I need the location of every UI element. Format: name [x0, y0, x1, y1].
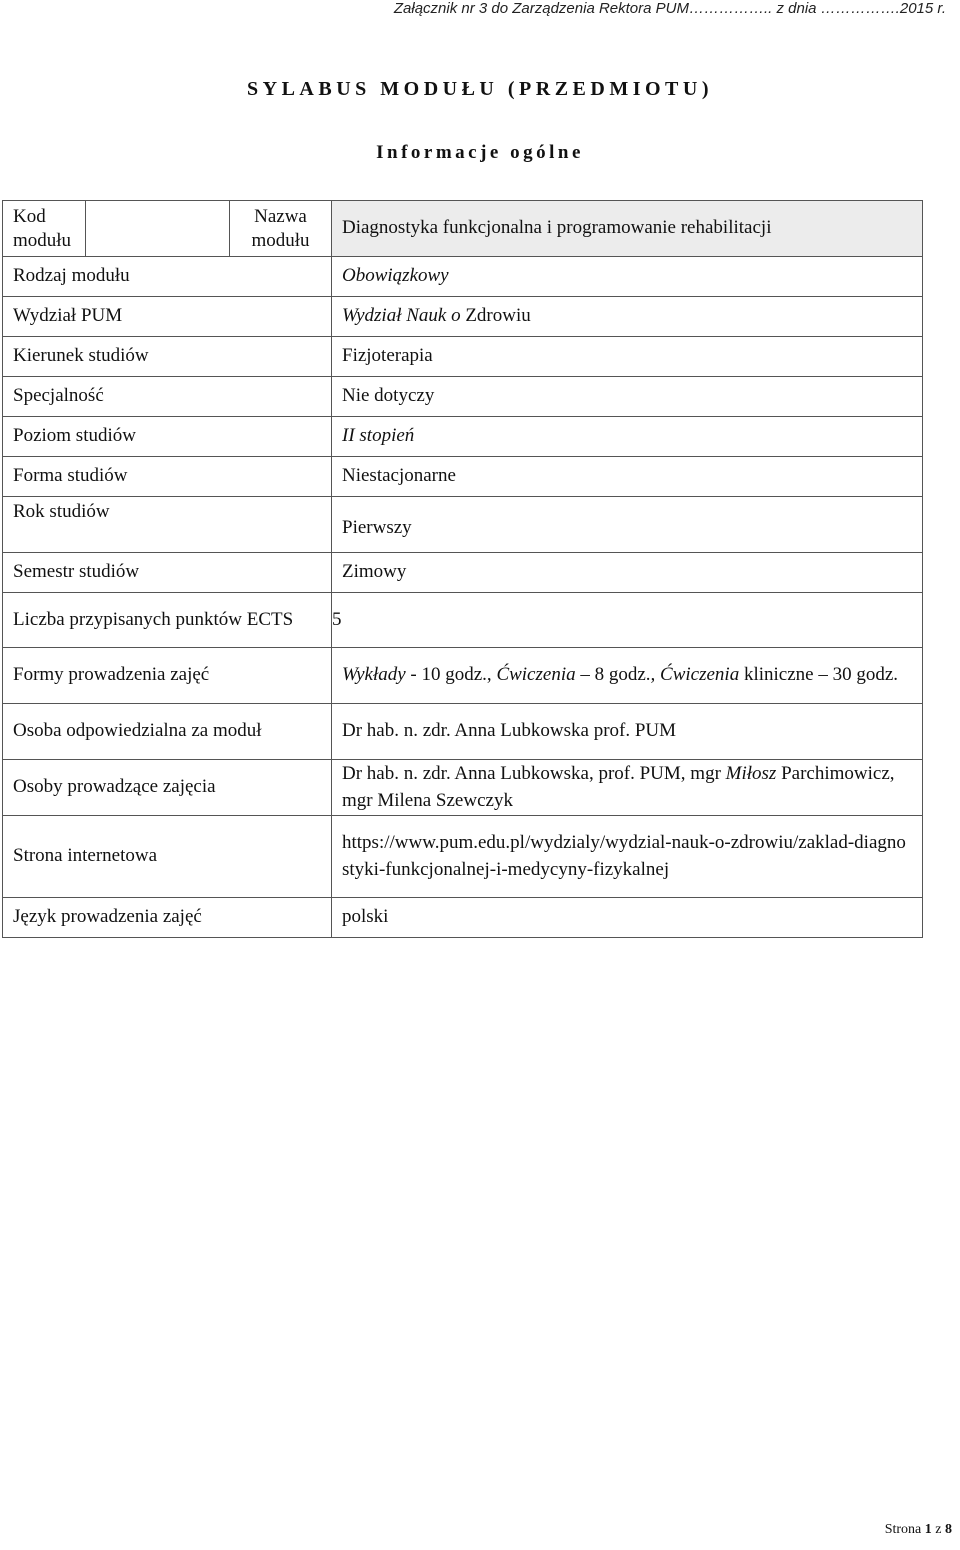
- instructors-text-italic: Miłosz: [725, 762, 777, 784]
- row-specialty: [3, 377, 923, 417]
- responsible-person-value: Dr hab. n. zdr. Anna Lubkowska prof. PUM: [332, 704, 923, 760]
- study-year-label: Rok studiów: [3, 497, 332, 553]
- module-type-value: Obowiązkowy: [332, 257, 923, 297]
- website-link[interactable]: https://www.pum.edu.pl/wydzialy/wydzial-nauk-o-zdrowiu/zaklad-diagnostyki-funkcjonalnej-i-medycyny-fizykalnej: [332, 816, 923, 898]
- exercises-text: Ćwiczenia: [491, 664, 576, 686]
- section-subtitle: Informacje ogólne: [376, 142, 584, 163]
- footer-prefix: Strona: [884, 1522, 925, 1537]
- specialty-value: Nie dotyczy: [332, 377, 923, 417]
- specialty-label: Specjalność: [3, 377, 332, 417]
- website-label: Strona internetowa: [3, 816, 332, 898]
- module-code-label: Kod modułu: [3, 201, 86, 257]
- faculty-value-rest: Zdrowiu: [460, 305, 531, 327]
- module-code-value: [86, 201, 230, 257]
- study-level-label: Poziom studiów: [3, 417, 332, 457]
- row-study-level: [3, 417, 923, 457]
- general-info-table: [2, 200, 923, 938]
- module-type-label: Rodzaj modułu: [3, 257, 332, 297]
- faculty-value-italic: Wydział Nauk o: [342, 305, 461, 327]
- instructors-label: Osoby prowadzące zajęcia: [3, 760, 332, 816]
- study-year-value: Pierwszy: [332, 497, 923, 553]
- row-website: [3, 816, 923, 898]
- field-of-study-value: Fizjoterapia: [332, 337, 923, 377]
- study-level-value: II stopień: [332, 417, 923, 457]
- field-of-study-label: Kierunek studiów: [3, 337, 332, 377]
- row-faculty: [3, 297, 923, 337]
- instructors-value: [332, 760, 923, 816]
- clinical-exercises-text: Ćwiczenia: [660, 664, 740, 686]
- row-study-form: [3, 457, 923, 497]
- exercises-hours: – 8 godz.: [575, 664, 651, 686]
- row-language: [3, 898, 923, 938]
- attachment-note: Załącznik nr 3 do Zarządzenia Rektora PUM…………….. z dnia …………….2015 r.: [393, 0, 946, 17]
- module-name-value: Diagnostyka funkcjonalna i programowanie rehabilitacji: [332, 201, 923, 257]
- class-forms-label: Formy prowadzenia zajęć: [3, 648, 332, 704]
- language-label: Język prowadzenia zajęć: [3, 898, 332, 938]
- row-ects: [3, 593, 923, 648]
- row-field-of-study: [3, 337, 923, 377]
- footer-total-pages: 8: [945, 1522, 952, 1537]
- language-value: polski: [332, 898, 923, 938]
- row-responsible-person: [3, 704, 923, 760]
- document-title: SYLABUS MODUŁU (PRZEDMIOTU): [247, 78, 713, 100]
- lectures-text: Wykłady: [342, 664, 406, 686]
- study-form-label: Forma studiów: [3, 457, 332, 497]
- class-forms-value: [332, 648, 923, 704]
- semester-label: Semestr studiów: [3, 553, 332, 593]
- study-form-value: Niestacjonarne: [332, 457, 923, 497]
- instructors-text-a: Dr hab. n. zdr. Anna Lubkowska, prof. PUM, mgr: [342, 762, 726, 784]
- row-study-year: [3, 497, 923, 553]
- faculty-label: Wydział PUM: [3, 297, 332, 337]
- row-module-type: [3, 257, 923, 297]
- ects-label: Liczba przypisanych punktów ECTS: [3, 593, 332, 648]
- row-module-name: [3, 201, 923, 257]
- ects-value: 5: [332, 593, 923, 648]
- forms-separator: ,: [650, 664, 661, 686]
- module-name-label: Nazwa modułu: [230, 201, 332, 257]
- row-instructors: [3, 760, 923, 816]
- instructors-text-b: Parchimowicz, mgr Milena Szewczyk: [342, 762, 895, 811]
- row-semester: [3, 553, 923, 593]
- row-class-forms: [3, 648, 923, 704]
- clinical-exercises-rest: kliniczne – 30 godz.: [739, 664, 899, 686]
- semester-value: Zimowy: [332, 553, 923, 593]
- page-footer: [885, 1522, 952, 1538]
- footer-page-number: 1: [924, 1522, 932, 1537]
- responsible-person-label: Osoba odpowiedzialna za moduł: [3, 704, 332, 760]
- faculty-value: [332, 297, 923, 337]
- lectures-hours: - 10 godz.,: [405, 664, 492, 686]
- footer-separator: z: [931, 1522, 945, 1537]
